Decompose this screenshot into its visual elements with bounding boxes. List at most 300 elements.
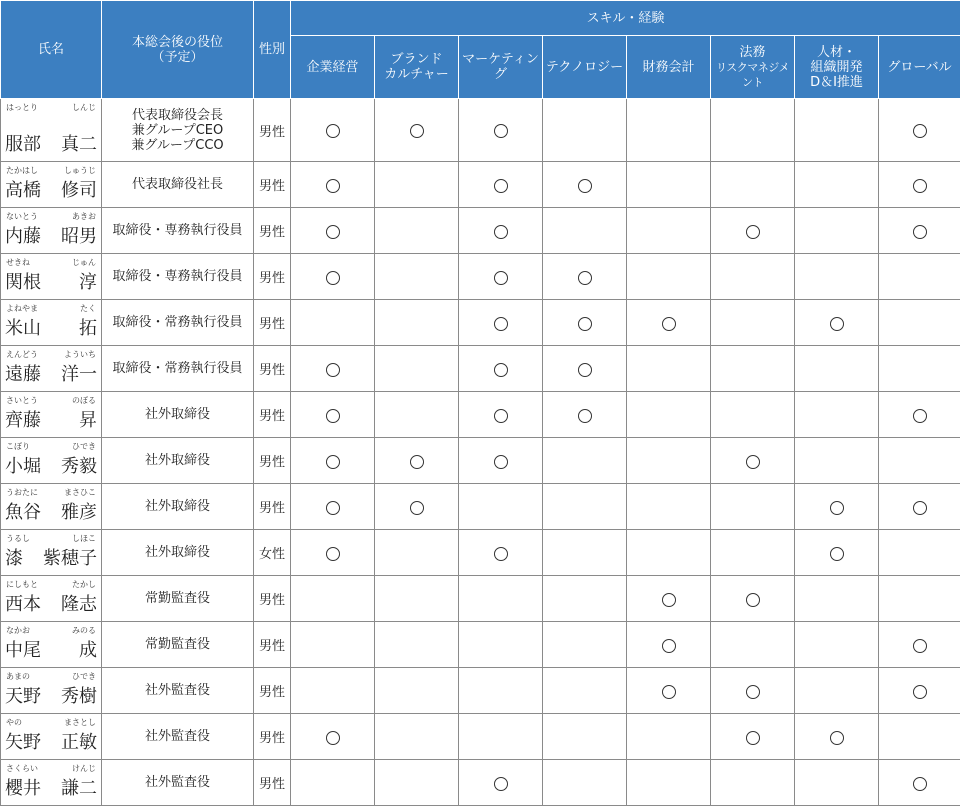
table-row <box>1 392 960 438</box>
furigana-surname: さいとう <box>6 396 38 405</box>
skill-mark-circle-icon <box>746 593 760 607</box>
skill-cell-4 <box>627 576 711 622</box>
skill-mark-circle-icon <box>494 124 508 138</box>
skill-cell-1 <box>375 668 459 714</box>
skill-cell-0 <box>291 576 375 622</box>
given-name: 拓 <box>79 318 97 339</box>
header-gender: 性別 <box>254 1 291 99</box>
gender-cell: 男性 <box>254 99 291 162</box>
furigana-given-name: じゅん <box>72 258 96 267</box>
skill-cell-4 <box>627 668 711 714</box>
skill-cell-3 <box>543 346 627 392</box>
skill-cell-3 <box>543 530 627 576</box>
skill-mark-circle-icon <box>494 777 508 791</box>
role-cell <box>102 162 254 208</box>
furigana-given-name: たく <box>80 304 96 313</box>
surname: 小堀 <box>5 456 41 477</box>
name-furigana <box>6 304 96 314</box>
skill-cell-2 <box>459 208 543 254</box>
name-furigana <box>6 580 96 590</box>
skill-cell-7 <box>879 346 960 392</box>
name-furigana <box>6 442 96 452</box>
skill-cell-0 <box>291 392 375 438</box>
skill-cell-7 <box>879 162 960 208</box>
skill-cell-5 <box>711 254 795 300</box>
header-skill-7 <box>879 36 960 99</box>
skill-cell-4 <box>627 760 711 806</box>
table-row <box>1 760 960 806</box>
gender-cell: 男性 <box>254 438 291 484</box>
skill-cell-0 <box>291 300 375 346</box>
skill-cell-6 <box>795 346 879 392</box>
skill-mark-circle-icon <box>326 179 340 193</box>
skill-cell-5 <box>711 162 795 208</box>
skill-cell-1 <box>375 300 459 346</box>
skill-cell-5 <box>711 668 795 714</box>
skill-cell-3 <box>543 208 627 254</box>
skill-cell-7 <box>879 576 960 622</box>
person-name-cell <box>1 622 102 668</box>
skill-cell-7 <box>879 760 960 806</box>
skill-cell-5 <box>711 576 795 622</box>
given-name: 雅彦 <box>61 502 97 523</box>
furigana-given-name: ひでき <box>72 672 96 681</box>
role-cell <box>102 438 254 484</box>
furigana-surname: うおたに <box>6 488 38 497</box>
skill-cell-5 <box>711 438 795 484</box>
skill-cell-1 <box>375 622 459 668</box>
name-furigana <box>6 626 96 636</box>
skill-cell-6 <box>795 208 879 254</box>
skill-cell-4 <box>627 438 711 484</box>
skill-mark-circle-icon <box>494 455 508 469</box>
given-name: 洋一 <box>61 364 97 385</box>
skill-cell-3 <box>543 760 627 806</box>
header-skill-2 <box>459 36 543 99</box>
skill-mark-circle-icon <box>746 685 760 699</box>
table-row <box>1 668 960 714</box>
skill-cell-1 <box>375 162 459 208</box>
person-name-cell <box>1 346 102 392</box>
header-skill-5 <box>711 36 795 99</box>
skill-cell-4 <box>627 530 711 576</box>
skill-mark-circle-icon <box>578 271 592 285</box>
role-cell <box>102 208 254 254</box>
surname: 齊藤 <box>5 410 41 431</box>
role-line: 社外取締役 <box>144 544 210 560</box>
skill-mark-circle-icon <box>326 271 340 285</box>
skill-mark-circle-icon <box>494 271 508 285</box>
furigana-given-name: しほこ <box>72 534 96 543</box>
table-row <box>1 99 960 162</box>
skill-mark-circle-icon <box>662 639 676 653</box>
skill-cell-6 <box>795 392 879 438</box>
skill-cell-2 <box>459 438 543 484</box>
surname: 天野 <box>5 686 41 707</box>
header-skills-group: スキル・経験 <box>291 1 960 36</box>
gender-cell: 男性 <box>254 346 291 392</box>
skill-cell-7 <box>879 300 960 346</box>
name-furigana <box>6 212 96 222</box>
skill-cell-5 <box>711 760 795 806</box>
skill-cell-6 <box>795 760 879 806</box>
surname: 米山 <box>5 318 41 339</box>
skill-mark-circle-icon <box>830 731 844 745</box>
skill-cell-7 <box>879 254 960 300</box>
skill-cell-6 <box>795 438 879 484</box>
skill-cell-1 <box>375 438 459 484</box>
skill-mark-circle-icon <box>913 124 927 138</box>
given-name: 淳 <box>79 272 97 293</box>
furigana-surname: はっとり <box>6 103 38 112</box>
table-row <box>1 622 960 668</box>
name-furigana <box>6 534 96 544</box>
skill-cell-3 <box>543 392 627 438</box>
gender-cell: 男性 <box>254 484 291 530</box>
name-kanji <box>5 502 97 524</box>
skill-cell-1 <box>375 346 459 392</box>
skill-mark-circle-icon <box>494 179 508 193</box>
furigana-given-name: あきお <box>72 212 96 221</box>
name-kanji <box>5 778 97 800</box>
skill-mark-circle-icon <box>410 124 424 138</box>
skill-mark-circle-icon <box>326 501 340 515</box>
person-name-cell <box>1 162 102 208</box>
skill-mark-circle-icon <box>830 501 844 515</box>
header-skill-label: 企業経営 <box>306 59 359 75</box>
skill-mark-circle-icon <box>326 225 340 239</box>
header-skill-label: テクノロジー <box>545 59 624 75</box>
given-name: 謙二 <box>61 778 97 799</box>
header-skill-label: D＆I推進 <box>810 74 863 90</box>
furigana-surname: こぼり <box>6 442 30 451</box>
skill-cell-0 <box>291 622 375 668</box>
skill-cell-3 <box>543 438 627 484</box>
skill-cell-2 <box>459 162 543 208</box>
header-skill-6 <box>795 36 879 99</box>
role-line: 社外監査役 <box>144 682 210 698</box>
name-kanji <box>5 548 97 570</box>
gender-cell: 男性 <box>254 300 291 346</box>
skill-cell-3 <box>543 668 627 714</box>
skill-cell-7 <box>879 99 960 162</box>
gender-cell: 男性 <box>254 760 291 806</box>
table-row <box>1 714 960 760</box>
role-line: 取締役・常務執行役員 <box>112 314 243 330</box>
table-row <box>1 438 960 484</box>
skill-cell-2 <box>459 530 543 576</box>
person-name-cell <box>1 300 102 346</box>
role-line: 社外監査役 <box>144 728 210 744</box>
name-kanji <box>5 180 97 202</box>
skill-cell-6 <box>795 576 879 622</box>
skill-cell-5 <box>711 530 795 576</box>
furigana-surname: にしもと <box>6 580 38 589</box>
skill-cell-0 <box>291 99 375 162</box>
skill-cell-0 <box>291 760 375 806</box>
skill-mark-circle-icon <box>494 317 508 331</box>
role-cell <box>102 346 254 392</box>
skill-mark-circle-icon <box>326 124 340 138</box>
header-role-line1: 本総会後の役位 <box>131 34 223 50</box>
skill-cell-4 <box>627 346 711 392</box>
name-kanji <box>5 272 97 294</box>
header-role <box>102 1 254 99</box>
name-furigana <box>6 166 96 176</box>
furigana-given-name: みのる <box>72 626 96 635</box>
skill-cell-5 <box>711 622 795 668</box>
role-cell <box>102 300 254 346</box>
skill-cell-4 <box>627 300 711 346</box>
skill-cell-6 <box>795 300 879 346</box>
matrix-body <box>1 99 960 806</box>
skill-cell-0 <box>291 346 375 392</box>
furigana-given-name: けんじ <box>72 764 96 773</box>
role-line: 社外取締役 <box>144 452 210 468</box>
skill-cell-6 <box>795 99 879 162</box>
skill-cell-4 <box>627 254 711 300</box>
skill-cell-2 <box>459 254 543 300</box>
name-furigana <box>6 764 96 774</box>
header-skill-3 <box>543 36 627 99</box>
role-cell <box>102 668 254 714</box>
header-skill-label: 人材・ <box>816 44 856 60</box>
role-line: 常勤監査役 <box>144 636 210 652</box>
skill-cell-7 <box>879 622 960 668</box>
role-line: 社外監査役 <box>144 774 210 790</box>
given-name: 秀毅 <box>61 456 97 477</box>
skill-mark-circle-icon <box>410 501 424 515</box>
skill-cell-1 <box>375 714 459 760</box>
skill-mark-circle-icon <box>830 317 844 331</box>
surname: 櫻井 <box>5 778 41 799</box>
person-name-cell <box>1 438 102 484</box>
role-line: 取締役・専務執行役員 <box>112 268 243 284</box>
skill-cell-3 <box>543 99 627 162</box>
skill-cell-1 <box>375 760 459 806</box>
furigana-given-name: まさひこ <box>64 488 96 497</box>
table-row <box>1 346 960 392</box>
skill-cell-7 <box>879 484 960 530</box>
skill-mark-circle-icon <box>830 547 844 561</box>
skill-cell-1 <box>375 392 459 438</box>
name-kanji <box>5 364 97 386</box>
role-cell <box>102 99 254 162</box>
furigana-given-name: まさとし <box>64 718 96 727</box>
skill-cell-1 <box>375 208 459 254</box>
name-kanji <box>5 686 97 708</box>
furigana-surname: ないとう <box>6 212 38 221</box>
skill-cell-5 <box>711 99 795 162</box>
skill-cell-5 <box>711 392 795 438</box>
skill-cell-7 <box>879 208 960 254</box>
surname: 高橋 <box>5 180 41 201</box>
furigana-surname: よねやま <box>6 304 38 313</box>
skill-mark-circle-icon <box>913 685 927 699</box>
skill-cell-2 <box>459 714 543 760</box>
header-name: 氏名 <box>1 1 102 99</box>
skill-cell-1 <box>375 99 459 162</box>
header-skill-label: グローバル <box>887 59 952 75</box>
skill-cell-5 <box>711 208 795 254</box>
skill-cell-2 <box>459 99 543 162</box>
furigana-surname: なかお <box>6 626 30 635</box>
name-kanji <box>5 594 97 616</box>
skill-mark-circle-icon <box>494 409 508 423</box>
gender-cell: 男性 <box>254 162 291 208</box>
skill-cell-0 <box>291 484 375 530</box>
person-name-cell <box>1 760 102 806</box>
role-cell <box>102 254 254 300</box>
skill-cell-6 <box>795 622 879 668</box>
role-cell <box>102 714 254 760</box>
skill-cell-6 <box>795 530 879 576</box>
skill-cell-0 <box>291 208 375 254</box>
skill-cell-1 <box>375 576 459 622</box>
role-line: 代表取締役社長 <box>131 176 223 192</box>
role-line: 兼グループCEO <box>131 122 224 138</box>
furigana-surname: せきね <box>6 258 30 267</box>
furigana-surname: えんどう <box>6 350 38 359</box>
skill-cell-0 <box>291 668 375 714</box>
table-row <box>1 530 960 576</box>
skill-cell-4 <box>627 99 711 162</box>
skill-mark-circle-icon <box>326 547 340 561</box>
skill-cell-6 <box>795 254 879 300</box>
name-furigana <box>6 396 96 406</box>
surname: 西本 <box>5 594 41 615</box>
name-furigana <box>6 258 96 268</box>
skill-mark-circle-icon <box>578 409 592 423</box>
name-furigana <box>6 718 96 728</box>
skill-mark-circle-icon <box>662 685 676 699</box>
role-cell <box>102 392 254 438</box>
skill-mark-circle-icon <box>494 363 508 377</box>
skill-cell-0 <box>291 162 375 208</box>
name-kanji <box>5 226 97 248</box>
skill-cell-3 <box>543 622 627 668</box>
skill-mark-circle-icon <box>913 409 927 423</box>
header-skill-1 <box>375 36 459 99</box>
role-line: 取締役・専務執行役員 <box>112 222 243 238</box>
skill-cell-7 <box>879 714 960 760</box>
role-line: 取締役・常務執行役員 <box>112 360 243 376</box>
skill-cell-7 <box>879 530 960 576</box>
furigana-given-name: しんじ <box>72 103 96 112</box>
surname: 魚谷 <box>5 502 41 523</box>
skill-cell-2 <box>459 484 543 530</box>
role-line: 社外取締役 <box>144 498 210 514</box>
person-name-cell <box>1 392 102 438</box>
skill-cell-7 <box>879 668 960 714</box>
skill-cell-4 <box>627 392 711 438</box>
gender-cell: 男性 <box>254 392 291 438</box>
name-kanji <box>5 410 97 432</box>
table-row <box>1 208 960 254</box>
role-line: 社外取締役 <box>144 406 210 422</box>
header-skill-label: 財務会計 <box>642 59 695 75</box>
skill-mark-circle-icon <box>746 731 760 745</box>
given-name: 秀樹 <box>61 686 97 707</box>
gender-cell: 男性 <box>254 208 291 254</box>
header-role-line2: （予定） <box>151 49 204 65</box>
skill-cell-5 <box>711 714 795 760</box>
skill-mark-circle-icon <box>326 455 340 469</box>
skill-cell-3 <box>543 714 627 760</box>
person-name-cell <box>1 254 102 300</box>
name-kanji <box>5 134 97 156</box>
skill-mark-circle-icon <box>746 225 760 239</box>
furigana-surname: やの <box>6 718 22 727</box>
name-furigana <box>6 488 96 498</box>
skill-mark-circle-icon <box>913 179 927 193</box>
skill-mark-circle-icon <box>578 363 592 377</box>
skill-mark-circle-icon <box>494 547 508 561</box>
gender-cell: 男性 <box>254 714 291 760</box>
header-skill-label: カルチャー <box>384 67 449 82</box>
skill-cell-0 <box>291 530 375 576</box>
skill-mark-circle-icon <box>410 455 424 469</box>
role-cell <box>102 484 254 530</box>
furigana-surname: たかはし <box>6 166 38 175</box>
role-line: 兼グループCCO <box>131 137 224 153</box>
skill-cell-0 <box>291 714 375 760</box>
header-skill-0 <box>291 36 375 99</box>
skill-cell-2 <box>459 300 543 346</box>
name-furigana <box>6 672 96 682</box>
skill-cell-7 <box>879 438 960 484</box>
skill-mark-circle-icon <box>326 409 340 423</box>
role-cell <box>102 760 254 806</box>
given-name: 成 <box>79 640 97 661</box>
given-name: 昭男 <box>61 226 97 247</box>
furigana-given-name: のぼる <box>72 396 96 405</box>
person-name-cell <box>1 208 102 254</box>
skill-mark-circle-icon <box>578 317 592 331</box>
given-name: 紫穂子 <box>43 548 97 569</box>
skill-mark-circle-icon <box>746 455 760 469</box>
furigana-surname: あまの <box>6 672 30 681</box>
role-cell <box>102 576 254 622</box>
surname: 矢野 <box>5 732 41 753</box>
skill-mark-circle-icon <box>662 317 676 331</box>
table-row <box>1 484 960 530</box>
skill-cell-4 <box>627 714 711 760</box>
skill-mark-circle-icon <box>913 501 927 515</box>
skill-cell-6 <box>795 162 879 208</box>
header-skill-4 <box>627 36 711 99</box>
skill-cell-6 <box>795 668 879 714</box>
skill-mark-circle-icon <box>494 225 508 239</box>
gender-cell: 男性 <box>254 254 291 300</box>
gender-cell: 男性 <box>254 622 291 668</box>
surname: 中尾 <box>5 640 41 661</box>
header-skill-label: 組織開発 <box>810 59 863 75</box>
furigana-given-name: しゅうじ <box>64 166 96 175</box>
name-furigana <box>6 103 96 113</box>
given-name: 正敏 <box>61 732 97 753</box>
skill-mark-circle-icon <box>326 363 340 377</box>
skill-cell-2 <box>459 668 543 714</box>
skill-cell-4 <box>627 208 711 254</box>
gender-cell: 男性 <box>254 576 291 622</box>
skill-cell-1 <box>375 254 459 300</box>
surname: 関根 <box>5 272 41 293</box>
skill-cell-2 <box>459 392 543 438</box>
name-kanji <box>5 318 97 340</box>
skill-mark-circle-icon <box>913 639 927 653</box>
surname: 漆 <box>5 548 23 569</box>
